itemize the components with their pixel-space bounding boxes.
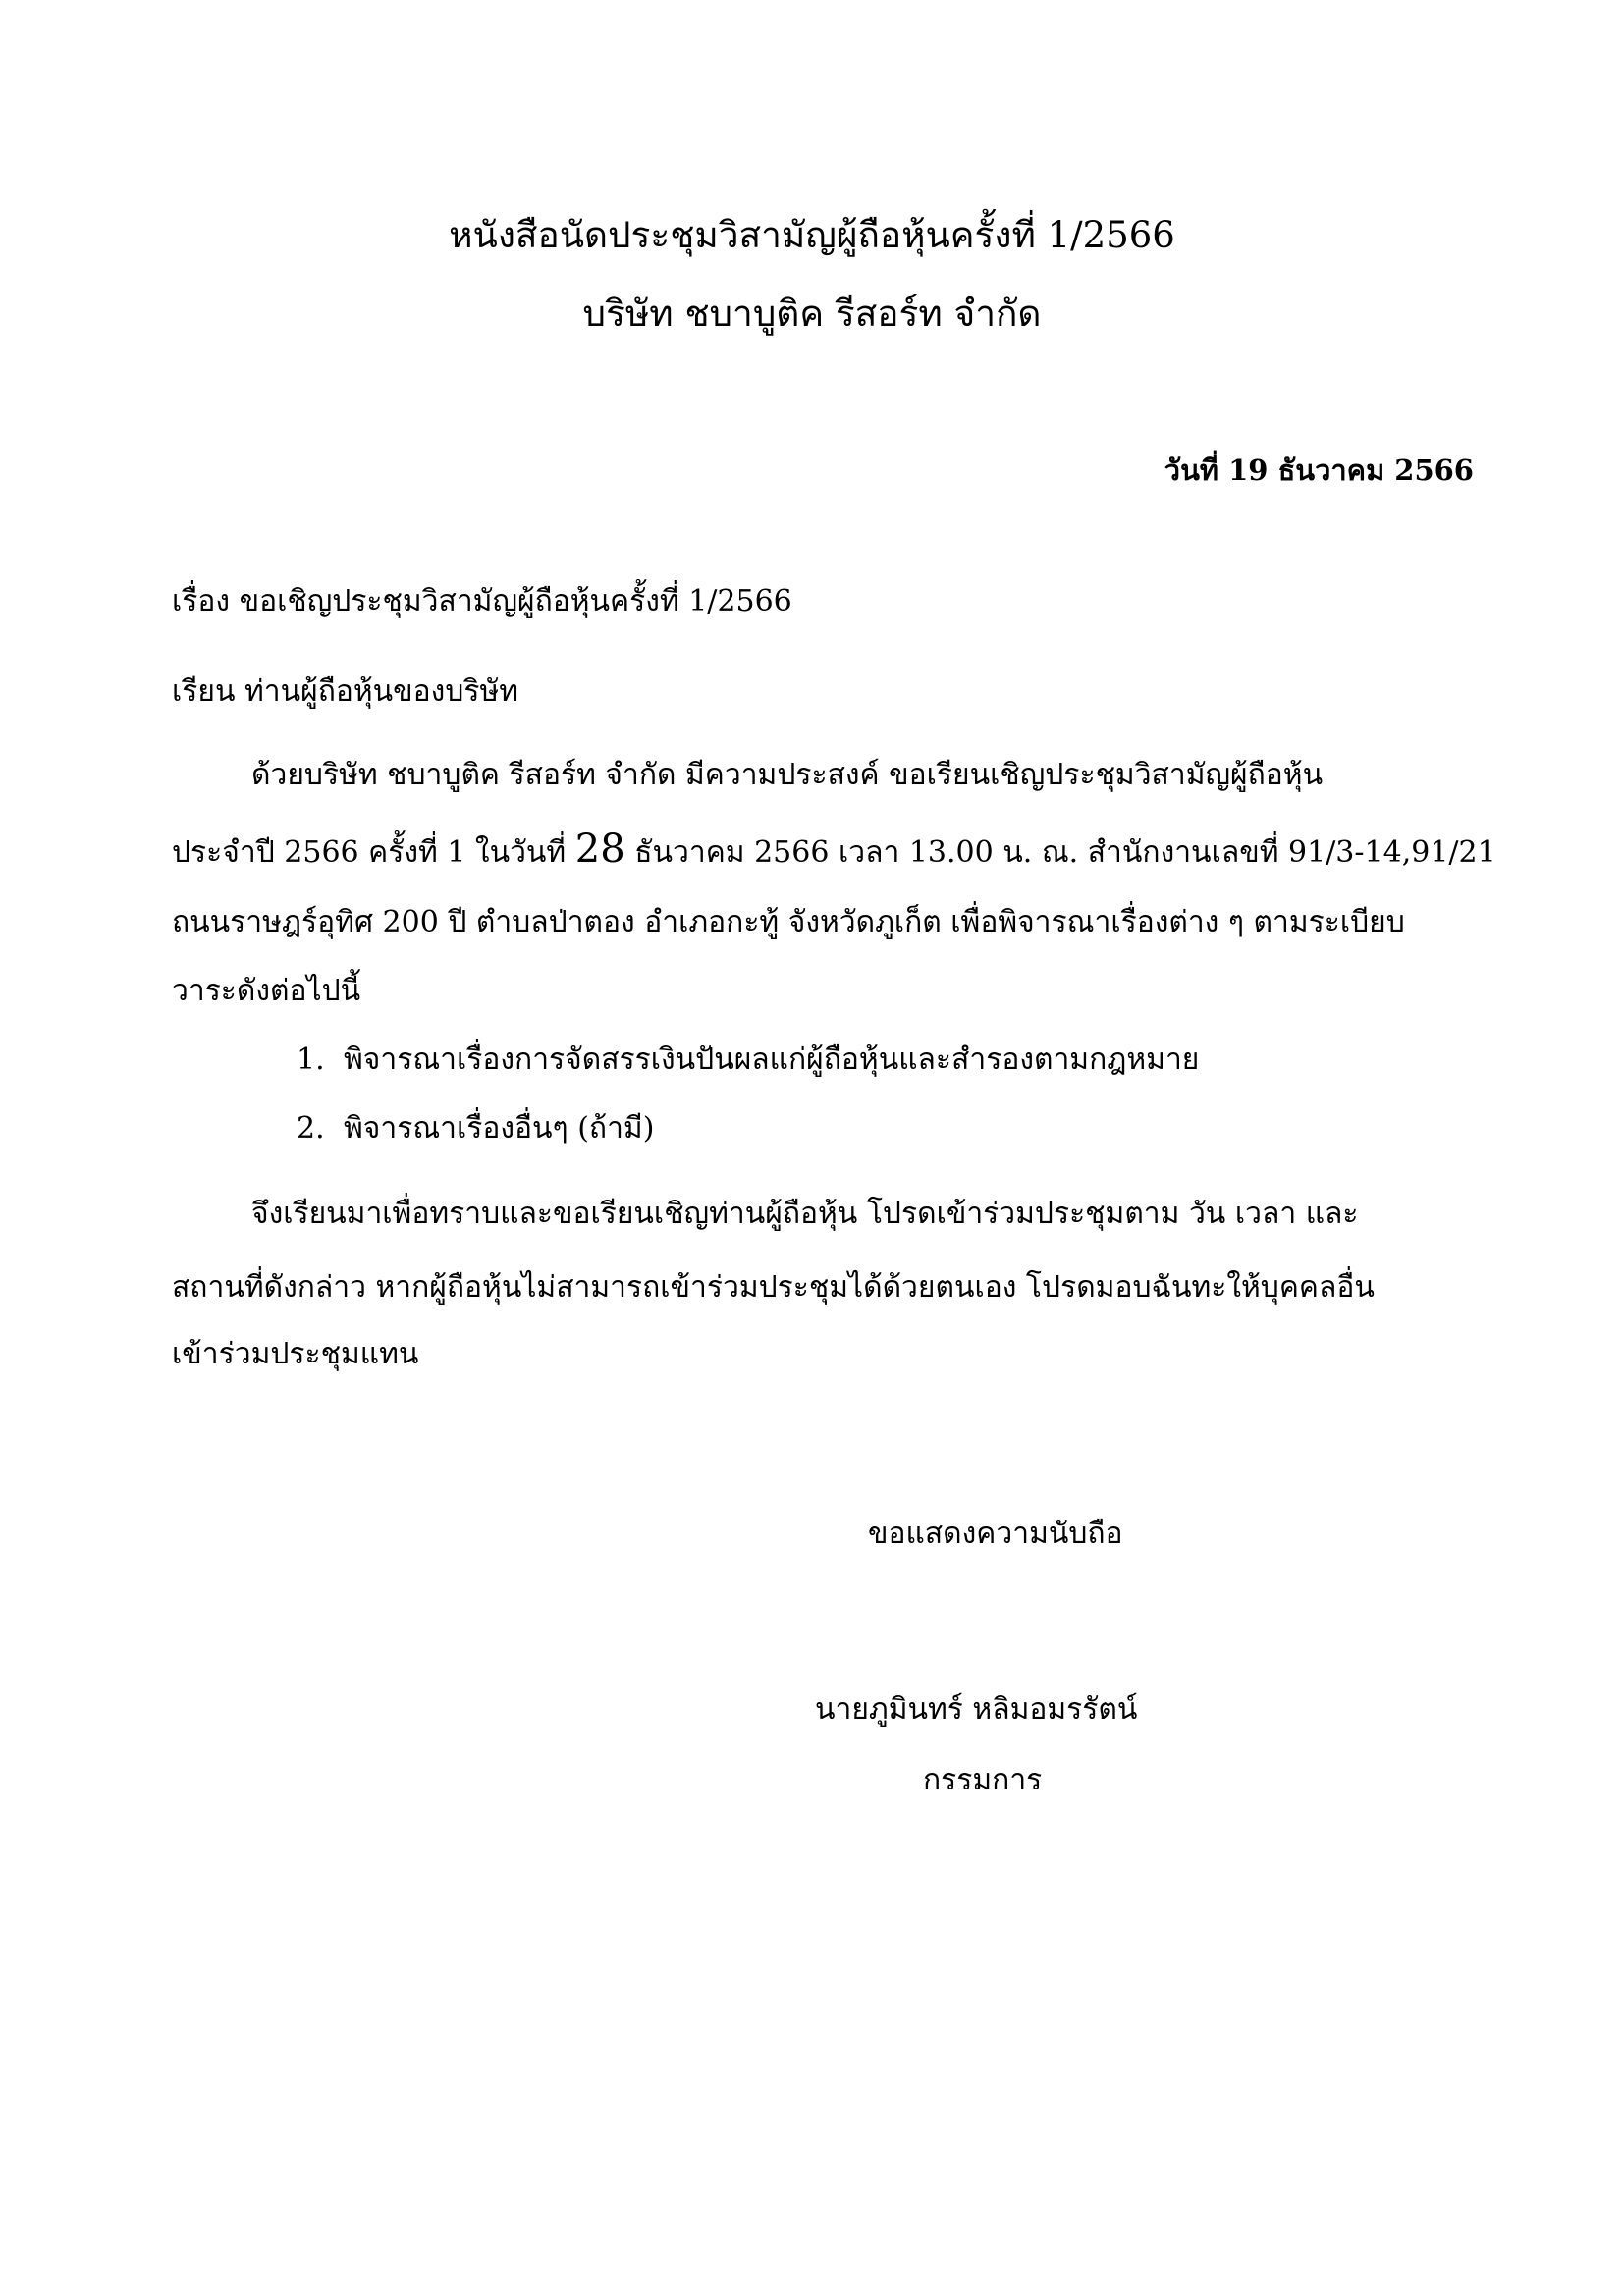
paragraph2-line2: สถานที่ดังกล่าว หากผู้ถือหุ้นไม่สามารถเข้าร่วมประชุมได้ด้วยตนเอง โปรดมอบฉันทะให้บุคคลอื่น [172, 1270, 1375, 1305]
letter-date: วันที่ 19 ธันวาคม 2566 [1164, 454, 1474, 487]
agenda-item-text: พิจารณาเรื่องการจัดสรรเงินปันผลแก่ผู้ถือหุ้นและสำรองตามกฎหมาย [344, 1042, 1200, 1077]
document-title: หนังสือนัดประชุมวิสามัญผู้ถือหุ้นครั้งที่ 1/2566 [449, 214, 1175, 256]
paragraph2-line3: เข้าร่วมประชุมแทน [172, 1337, 419, 1371]
company-name: บริษัท ชบาบูติค รีสอร์ท จำกัด [582, 293, 1042, 335]
meeting-day: 28 [574, 827, 625, 872]
salutation-line: เรียน ท่านผู้ถือหุ้นของบริษัท [172, 674, 519, 709]
paragraph1-line3: ถนนราษฎร์อุทิศ 200 ปี ตำบลป่าตอง อำเภอกะทู้ จังหวัดภูเก็ต เพื่อพิจารณาเรื่องต่าง ๆ ตามระเบียบ [172, 905, 1405, 939]
agenda-item [297, 1104, 654, 1153]
agenda-item-number: 1. [297, 1042, 325, 1077]
agenda-item-text: พิจารณาเรื่องอื่นๆ (ถ้ามี) [344, 1111, 655, 1146]
agenda-item-number: 2. [297, 1111, 325, 1146]
paragraph1-line4: วาระดังต่อไปนี้ [172, 974, 361, 1008]
paragraph1-line2-end: ธันวาคม 2566 เวลา 13.00 น. ณ. สำนักงานเลขที่ 91/3-14,91/21 [624, 835, 1496, 870]
subject-line: เรื่อง ขอเชิญประชุมวิสามัญผู้ถือหุ้นครั้งที่ 1/2566 [172, 584, 792, 618]
closing-phrase: ขอแสดงความนับถือ [868, 1517, 1123, 1551]
paragraph1-line1: ด้วยบริษัท ชบาบูติค รีสอร์ท จำกัด มีความประสงค์ ขอเรียนเชิญประชุมวิสามัญผู้ถือหุ้น [251, 758, 1324, 792]
signer-position: กรรมการ [923, 1763, 1043, 1797]
paragraph1-line2-start: ประจำปี 2566 ครั้งที่ 1 ในวันที่ [172, 835, 575, 870]
signer-name: นายภูมินทร์ หลิมอมรรัตน์ [815, 1692, 1138, 1727]
paragraph2-line1: จึงเรียนมาเพื่อทราบและขอเรียนเชิญท่านผู้ถือหุ้น โปรดเข้าร่วมประชุมตาม วัน เวลา และ [251, 1197, 1359, 1231]
paragraph1-line2 [172, 825, 1496, 878]
agenda-item [297, 1036, 1199, 1085]
